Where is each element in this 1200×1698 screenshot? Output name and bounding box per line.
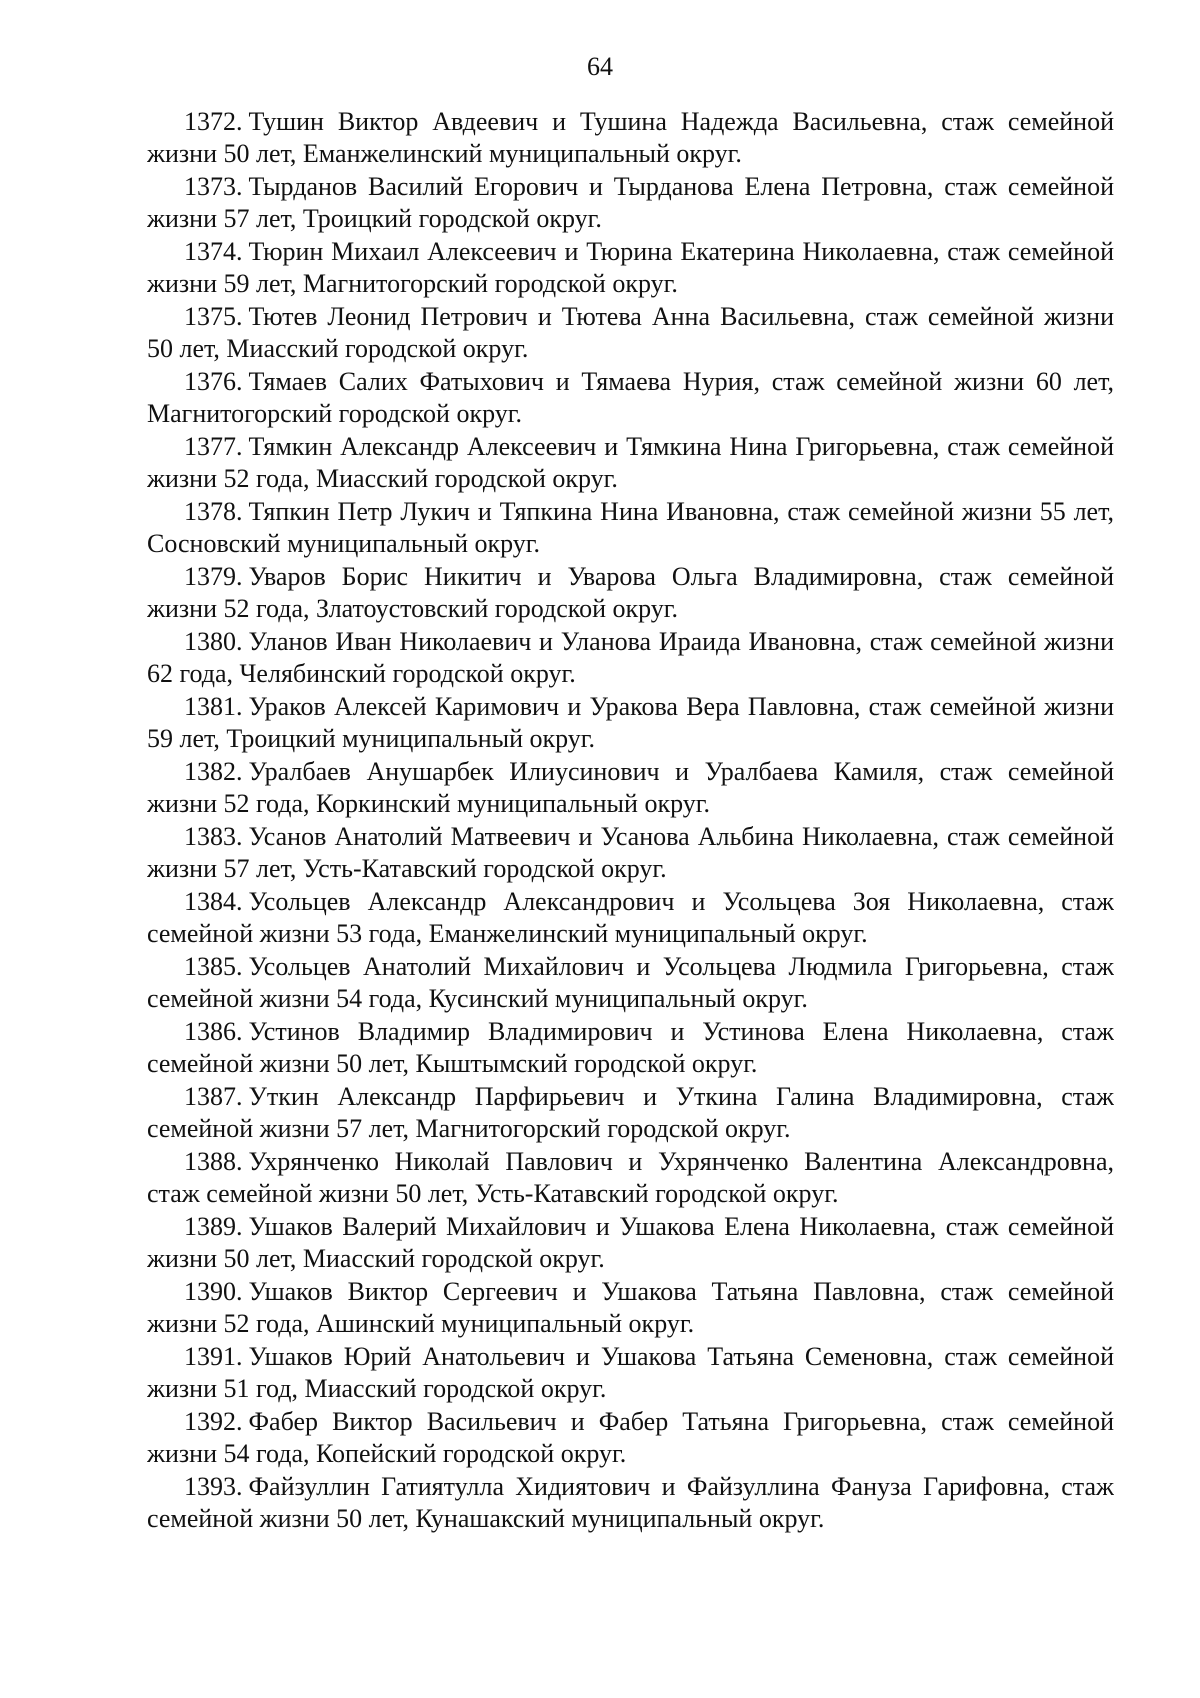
entry-text: Тямаев Салих Фатыхович и Тямаева Нурия, стаж семейной жизни 60 лет, Магнитогорский городской округ. xyxy=(147,367,1114,428)
list-item xyxy=(147,171,1114,235)
entry-text: Ушаков Валерий Михайлович и Ушакова Елена Николаевна, стаж семейной жизни 50 лет, Миасский городской округ. xyxy=(147,1212,1114,1273)
list-item xyxy=(147,756,1114,820)
entry-number: 1383. xyxy=(184,822,243,851)
entry-number: 1392. xyxy=(184,1407,243,1436)
list-item xyxy=(147,626,1114,690)
entry-number: 1372. xyxy=(184,107,243,136)
entry-text: Усольцев Александр Александрович и Усольцева Зоя Николаевна, стаж семейной жизни 53 года, Еманжелинский муниципальный округ. xyxy=(147,887,1114,948)
list-item xyxy=(147,1146,1114,1210)
list-item xyxy=(147,951,1114,1015)
list-item xyxy=(147,1276,1114,1340)
list-item xyxy=(147,1081,1114,1145)
list-item xyxy=(147,496,1114,560)
list-item xyxy=(147,431,1114,495)
entry-number: 1390. xyxy=(184,1277,243,1306)
entry-text: Тяпкин Петр Лукич и Тяпкина Нина Ивановна, стаж семейной жизни 55 лет, Сосновский муниципальный округ. xyxy=(147,497,1114,558)
entry-number: 1382. xyxy=(184,757,243,786)
list-item xyxy=(147,1341,1114,1405)
list-item xyxy=(147,1016,1114,1080)
entry-text: Файзуллин Гатиятулла Хидиятович и Файзуллина Фануза Гарифовна, стаж семейной жизни 50 лет, Кунашакский муниципальный округ. xyxy=(147,1472,1114,1533)
entry-text: Ушаков Виктор Сергеевич и Ушакова Татьяна Павловна, стаж семейной жизни 52 года, Ашинский муниципальный округ. xyxy=(147,1277,1114,1338)
entry-text: Ушаков Юрий Анатольевич и Ушакова Татьяна Семеновна, стаж семейной жизни 51 год, Миасский городской округ. xyxy=(147,1342,1114,1403)
entry-text: Тютев Леонид Петрович и Тютева Анна Васильевна, стаж семейной жизни 50 лет, Миасский городской округ. xyxy=(147,302,1114,363)
list-item xyxy=(147,561,1114,625)
list-item xyxy=(147,886,1114,950)
entry-number: 1377. xyxy=(184,432,243,461)
entry-number: 1380. xyxy=(184,627,243,656)
entry-text: Тырданов Василий Егорович и Тырданова Елена Петровна, стаж семейной жизни 57 лет, Троицкий городской округ. xyxy=(147,172,1114,233)
entry-number: 1378. xyxy=(184,497,243,526)
entry-text: Тюрин Михаил Алексеевич и Тюрина Екатерина Николаевна, стаж семейной жизни 59 лет, Магнитогорский городской округ. xyxy=(147,237,1114,298)
list-item xyxy=(147,1471,1114,1535)
entry-number: 1376. xyxy=(184,367,243,396)
entry-number: 1375. xyxy=(184,302,243,331)
list-item xyxy=(147,106,1114,170)
entry-text: Усольцев Анатолий Михайлович и Усольцева Людмила Григорьевна, стаж семейной жизни 54 года, Кусинский муниципальный округ. xyxy=(147,952,1114,1013)
entry-number: 1386. xyxy=(184,1017,243,1046)
entry-number: 1384. xyxy=(184,887,243,916)
page-number: 64 xyxy=(587,52,613,81)
entry-number: 1374. xyxy=(184,237,243,266)
entry-text: Ухрянченко Николай Павлович и Ухрянченко Валентина Александровна, стаж семейной жизни 50 лет, Усть-Катавский городской округ. xyxy=(147,1147,1114,1208)
list-item xyxy=(147,821,1114,885)
entry-number: 1393. xyxy=(184,1472,243,1501)
entry-number: 1385. xyxy=(184,952,243,981)
entry-text: Устинов Владимир Владимирович и Устинова Елена Николаевна, стаж семейной жизни 50 лет, Кыштымский городской округ. xyxy=(147,1017,1114,1078)
entry-text: Ураков Алексей Каримович и Уракова Вера Павловна, стаж семейной жизни 59 лет, Троицкий муниципальный округ. xyxy=(147,692,1114,753)
entry-text: Уткин Александр Парфирьевич и Уткина Галина Владимировна, стаж семейной жизни 57 лет, Магнитогорский городской округ. xyxy=(147,1082,1114,1143)
entry-text: Уланов Иван Николаевич и Уланова Ираида Ивановна, стаж семейной жизни 62 года, Челябинский городской округ. xyxy=(147,627,1114,688)
list-item xyxy=(147,1406,1114,1470)
entry-number: 1379. xyxy=(184,562,243,591)
entry-list xyxy=(147,106,1114,1536)
entry-text: Уваров Борис Никитич и Уварова Ольга Владимировна, стаж семейной жизни 52 года, Златоустовский городской округ. xyxy=(147,562,1114,623)
list-item xyxy=(147,1211,1114,1275)
entry-number: 1389. xyxy=(184,1212,243,1241)
list-item xyxy=(147,691,1114,755)
entry-number: 1381. xyxy=(184,692,243,721)
entry-text: Тямкин Александр Алексеевич и Тямкина Нина Григорьевна, стаж семейной жизни 52 года, Миасский городской округ. xyxy=(147,432,1114,493)
entry-number: 1387. xyxy=(184,1082,243,1111)
entry-text: Уралбаев Анушарбек Илиусинович и Уралбаева Камиля, стаж семейной жизни 52 года, Коркинский муниципальный округ. xyxy=(147,757,1114,818)
entry-number: 1373. xyxy=(184,172,243,201)
list-item xyxy=(147,301,1114,365)
list-item xyxy=(147,236,1114,300)
entry-text: Фабер Виктор Васильевич и Фабер Татьяна Григорьевна, стаж семейной жизни 54 года, Копейский городской округ. xyxy=(147,1407,1114,1468)
entry-text: Тушин Виктор Авдеевич и Тушина Надежда Васильевна, стаж семейной жизни 50 лет, Еманжелинский муниципальный округ. xyxy=(147,107,1114,168)
entry-text: Усанов Анатолий Матвеевич и Усанова Альбина Николаевна, стаж семейной жизни 57 лет, Усть-Катавский городской округ. xyxy=(147,822,1114,883)
entry-number: 1391. xyxy=(184,1342,243,1371)
entry-number: 1388. xyxy=(184,1147,243,1176)
list-item xyxy=(147,366,1114,430)
